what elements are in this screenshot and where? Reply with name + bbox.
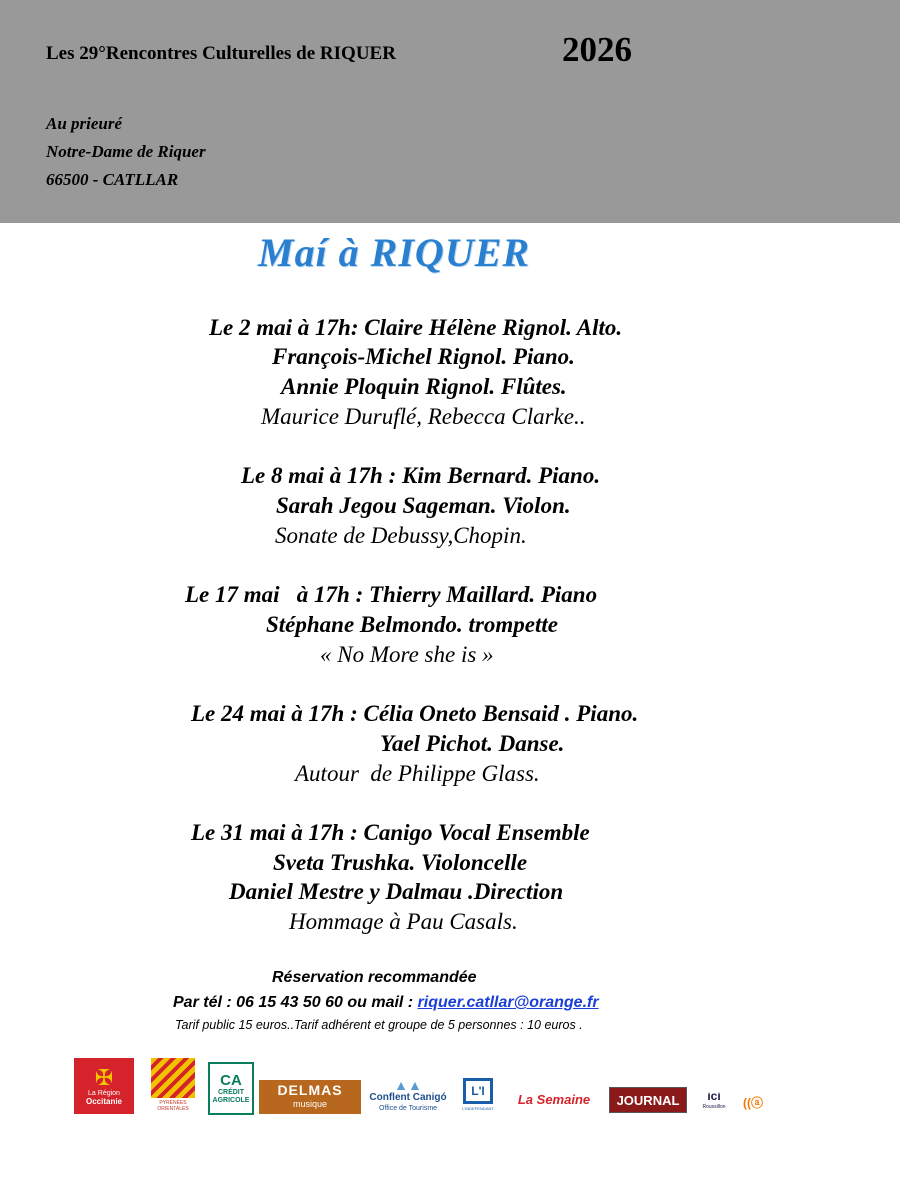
- venue-line: Notre-Dame de Riquer: [46, 142, 206, 161]
- concert-1-line-1: Le 2 mai à 17h: Claire Hélène Rignol. Alto.: [209, 315, 623, 340]
- contact-prefix: Par tél : 06 15 43 50 60 ou mail :: [173, 994, 418, 1011]
- pyrenees-orientales-logo: PYRÉNÉES ORIENTALES: [150, 1055, 196, 1115]
- concert-2-line-1: Le 8 mai à 17h : Kim Bernard. Piano.: [241, 463, 601, 488]
- occitanie-logo: ✠ La Région Occitanie: [74, 1058, 134, 1114]
- main-title: Maí à RIQUER: [258, 230, 531, 275]
- concert-3-line-1: Le 17 mai à 17h : Thierry Maillard. Piano: [185, 582, 598, 607]
- lindependant-icon: L'I: [463, 1078, 493, 1104]
- ici-roussillon-logo: ici Roussillon: [702, 1092, 726, 1110]
- ca-icon: CA: [220, 1072, 242, 1089]
- concert-5-program: Hommage à Pau Casals.: [289, 909, 518, 934]
- concert-4-line-1: Le 24 mai à 17h : Célia Oneto Bensaid . Piano.: [191, 701, 639, 726]
- catalan-stripes-icon: [151, 1058, 195, 1098]
- reservation-contact: [173, 994, 599, 1012]
- venue-address: [46, 110, 206, 194]
- concert-1-line-3: Annie Ploquin Rignol. Flûtes.: [281, 374, 567, 399]
- festival-title: Les 29°Rencontres Culturelles de RIQUER: [46, 43, 396, 64]
- concert-5-line-1: Le 31 mai à 17h : Canigo Vocal Ensemble: [191, 820, 590, 845]
- concert-2-program: Sonate de Debussy,Chopin.: [275, 523, 527, 548]
- reservation-title: Réservation recommandée: [272, 969, 477, 986]
- concert-3-program: « No More she is »: [320, 642, 494, 667]
- venue-line: Au prieuré: [46, 114, 123, 133]
- credit-agricole-logo: CA CRÉDIT AGRICOLE: [208, 1062, 254, 1115]
- conflent-canigo-logo: ▲▲ Conflent Canigó Office de Tourisme: [369, 1077, 447, 1112]
- independant-logo: L'I L'INDEPENDANT: [460, 1075, 496, 1113]
- email-link[interactable]: riquer.catllar@orange.fr: [417, 994, 599, 1011]
- concert-2-line-2: Sarah Jegou Sageman. Violon.: [276, 493, 571, 518]
- delmas-musique-logo: DELMAS musique: [259, 1080, 361, 1114]
- tarif-text: Tarif public 15 euros..Tarif adhérent et groupe de 5 personnes : 10 euros .: [175, 1018, 583, 1032]
- concert-4-program: Autour de Philippe Glass.: [295, 761, 540, 786]
- concert-3-line-2: Stéphane Belmondo. trompette: [266, 612, 558, 637]
- mountain-icon: ▲▲: [394, 1077, 422, 1093]
- concert-1-program: Maurice Duruflé, Rebecca Clarke..: [261, 404, 586, 429]
- la-semaine-logo: La Semaine: [517, 1091, 591, 1107]
- concert-5-line-3: Daniel Mestre y Dalmau .Direction: [229, 879, 564, 904]
- concert-4-line-2: Yael Pichot. Danse.: [380, 731, 565, 756]
- le-journal-logo: JOURNAL: [609, 1087, 687, 1113]
- year: 2026: [562, 30, 632, 69]
- concert-1-line-2: François-Michel Rignol. Piano.: [272, 344, 575, 369]
- venue-line: 66500 - CATLLAR: [46, 170, 179, 189]
- radio-waves-icon: ((ⓐ: [743, 1095, 763, 1110]
- occitanie-cross-icon: ✠: [94, 1065, 114, 1090]
- concert-5-line-2: Sveta Trushka. Violoncelle: [273, 850, 528, 875]
